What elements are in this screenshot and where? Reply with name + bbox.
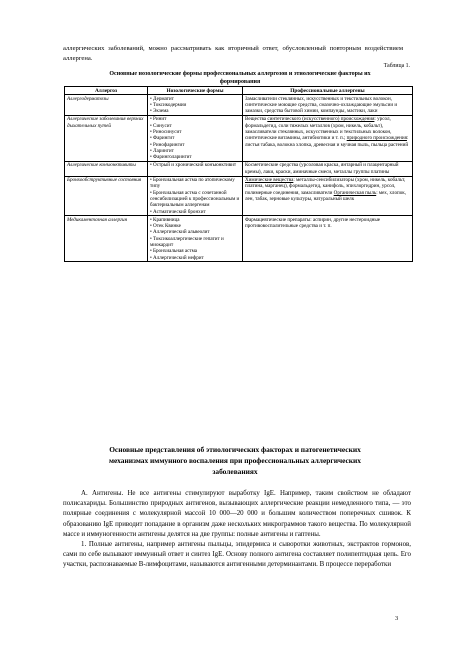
allergen-category: природного происхождения [346,135,407,142]
paragraph-full-antigens: 1. Полные антигены, например антигены пыльцы, эпидермиса и сыворотки животных, экстрактов гормонов, сами по себе вызывают иммунный ответ и синтез IgE. Основу полного антигена составляет полипептидная цепь. Его участки, распознаваемые В-лимфоцитами, называются антигенными детерминантами. В процессе переработки [63,541,411,569]
forms-cell [148,95,243,116]
form-item: • Экзема [150,108,169,115]
form-item: • Ларингит [150,147,174,154]
header-allergoz: Аллергоз [65,87,148,95]
allergen-text: Косметические средства (урсоловая краска, янтарный и плацентарный кремы), лаки, краски, аминачные смеси, металлы группы платины [245,162,399,175]
allergens-cell [243,176,413,216]
allergens-cell [243,115,413,161]
form-item: • Крапивница [150,216,180,223]
form-item: • Токсикоаллергические гепатит и миокардит [150,235,224,249]
table-row [65,115,413,161]
form-item: • Риносинусит [150,128,182,135]
form-item: • Фаринголарингит [150,154,192,161]
header-forms: Нозологические формы [148,87,243,95]
allergen-text: : листья табака, волокна хлопка, древесная и мучная пыль, пыльца растений [245,135,409,148]
allergoz-cell: Бронхообструктивные состояния [65,176,148,216]
allergens-cell [243,95,413,116]
allergoz-cell: Аллергические заболевания верхних дыхательных путей [65,115,148,161]
allergoz-cell: Аллергодерматозы [65,95,148,116]
forms-cell [148,176,243,216]
allergen-text: : мех, хлопок, лен, табак, зерновые культуры, натуральный шелк [245,189,407,202]
table-row [65,95,413,116]
form-item: • Ринит [150,116,167,123]
allergen-category: Химические вещества [245,177,294,184]
form-item: • Бронхиальная астма по атопическому типу [150,177,235,190]
paragraph-antigens: А. Антигены. Не все антигены стимулируют выработку IgE. Например, таким свойством не обладают полисахариды. Большинство природных антигенов, вызывающих аллергические реакции немедленного типа, — это полярные соединения с молекулярной массой 10 000—20 000 и большим количеством поперечных сшивок. К образованию IgE приводит попадание в организм даже нескольких микрограммов такого вещества. По молекулярной массе и иммуногенности антигены делятся на две группы: полные антигены и гаптены. [63,490,411,538]
page-number: 3 [395,615,399,622]
form-item: • Аллергический альвеолит [150,229,210,236]
header-allergens: Профессиональные аллергены [243,87,413,95]
table-header-row [65,87,413,95]
allergens-cell [243,216,413,262]
form-item: • Астматический бронхит [150,208,206,215]
allergen-category: синтетического (искусственного) происхождения [267,116,375,123]
section-body [63,489,411,571]
form-item: • Бронхиальная астма с сочетанной сенсибилизацией к профессиональным и бактериальным аллергенам [150,189,240,209]
form-item: • Ринофарингит [150,141,185,148]
forms-cell [148,216,243,262]
intro-paragraph [63,44,403,65]
forms-cell [148,115,243,161]
form-item: • Фарингит [150,135,175,142]
allergen-category: Органическая пыль [333,189,377,196]
form-item: • Дерматит [150,95,174,102]
form-item: • Бронхиальная астма [150,248,198,255]
form-item: • Синусит [150,122,172,129]
allergy-table [64,86,413,262]
allergen-text: Замасливатели стеклянных, искусственных и текстильных волокон, синтетические моющие средства, смазочно-охлаждающие эмульсии и замазки, средства бытовой химии, компаунды, мастики, лаки [245,95,398,115]
allergoz-cell: Аллергические конъюнктивиты [65,161,148,176]
form-item: • Отек Квинке [150,223,181,230]
allergoz-cell: Медикаментозная аллергия [65,216,148,262]
table-row [65,176,413,216]
forms-cell [148,161,243,176]
intro-text: аллергических заболеваний, можно рассматривать как вторичный ответ, обусловленный повторным воздействием аллергена. [63,45,403,63]
table-row [65,161,413,176]
table-row [65,216,413,262]
section-heading: Основные представления об этиологических факторах и патогенетических механизмах иммунного воспаления при профессиональных аллергических заболеваниях [108,445,361,476]
allergens-cell [243,161,413,176]
form-item: • Токсикодермии [150,101,187,108]
allergen-text: Вещества [245,116,268,123]
allergen-text: Фармацевтические препараты: аспирин, другие нестероидные противовоспалительные средства и т. п. [245,216,381,230]
allergen-text: : металлы-сенсибилизаторы (хром, никель, кобальт, платина, марганец), формальдегид, канифоль, эпихлоргидрин, урсол, полимерные соединения, замасливатели [245,177,406,196]
table-label: Таблица 1. [383,63,410,69]
table-title: Основные нозологические формы профессиональных аллергозов и этиологические факторы их формирования [109,71,371,85]
form-item: • Аллергический нефрит [150,254,204,261]
allergen-text: : урсол, формальдегид, соли тяжелых металлов (хром, никель, кобальт), замасливатели стеклянных, искусственных и текстильных волокон, синтетические витамины, антибиотики и т. п.; [245,116,392,142]
form-item: • Острый и хронический конъюнктивит [150,162,237,169]
